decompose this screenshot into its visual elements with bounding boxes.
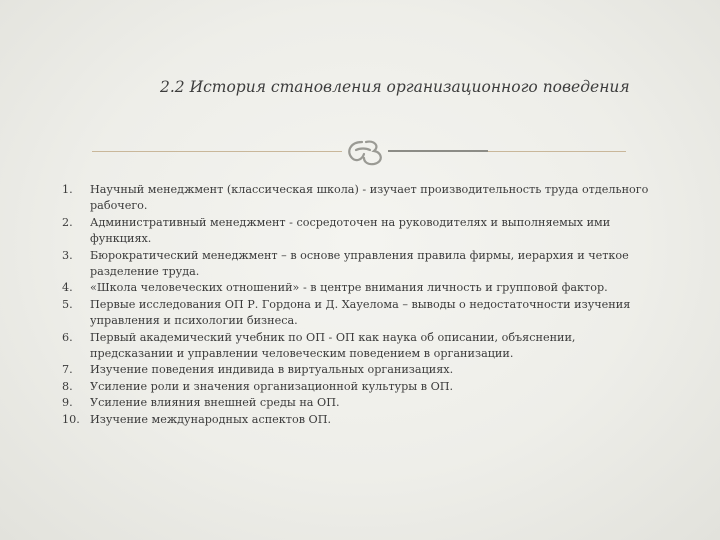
divider-right-accent	[388, 150, 488, 152]
list-item-text: Бюрократический менеджмент – в основе управления правила фирмы, иерархия и четкое разделение труда.	[90, 248, 629, 279]
list-item-text: Первые исследования ОП Р. Гордона и Д. Хауелома – выводы о недостаточности изучения управления и психологии бизнеса.	[90, 297, 631, 328]
list-item-text: Научный менеджмент (классическая школа) - изучает производительность труда отдельного рабочего.	[90, 183, 649, 213]
list-item	[62, 280, 662, 296]
slide-title: 2.2 История становления организационного поведения	[160, 78, 630, 96]
list-item-number: 1.	[62, 183, 73, 196]
list-item-number: 6.	[62, 330, 73, 344]
flourish-icon	[342, 136, 386, 168]
list-item-text: Усиление роли и значения организационной культуры в ОП.	[90, 379, 454, 393]
list-item-number: 2.	[62, 215, 73, 229]
list-item	[62, 379, 662, 395]
list-item-text: Изучение международных аспектов ОП.	[90, 412, 332, 426]
list-item	[62, 412, 662, 428]
list-item-text: Усиление влияния внешней среды на ОП.	[90, 396, 340, 410]
history-list	[62, 182, 662, 428]
list-item-number: 9.	[62, 396, 73, 410]
list-item-number: 4.	[62, 281, 73, 295]
list-item	[62, 182, 662, 215]
list-item	[62, 362, 662, 378]
list-item	[62, 215, 662, 248]
list-item	[62, 330, 662, 363]
list-item-text: Административный менеджмент - сосредоточен на руководителях и выполняемых ими функциях.	[90, 215, 611, 246]
list-item-text: Первый академический учебник по ОП - ОП как наука об описании, объяснении, предсказании и управлении человеческим поведением в организации.	[90, 330, 576, 361]
divider-left	[92, 151, 342, 152]
list-item-number: 8.	[62, 379, 73, 393]
list-item-number: 10.	[62, 412, 80, 426]
list-item-text: «Школа человеческих отношений» - в центре внимания личность и групповой фактор.	[90, 281, 608, 295]
list-item-number: 5.	[62, 297, 73, 311]
list-item	[62, 395, 662, 411]
list-item	[62, 248, 662, 281]
list-item-number: 3.	[62, 248, 73, 262]
list-item	[62, 297, 662, 330]
list-item-text: Изучение поведения индивида в виртуальных организациях.	[90, 363, 454, 377]
list-item-number: 7.	[62, 363, 73, 377]
